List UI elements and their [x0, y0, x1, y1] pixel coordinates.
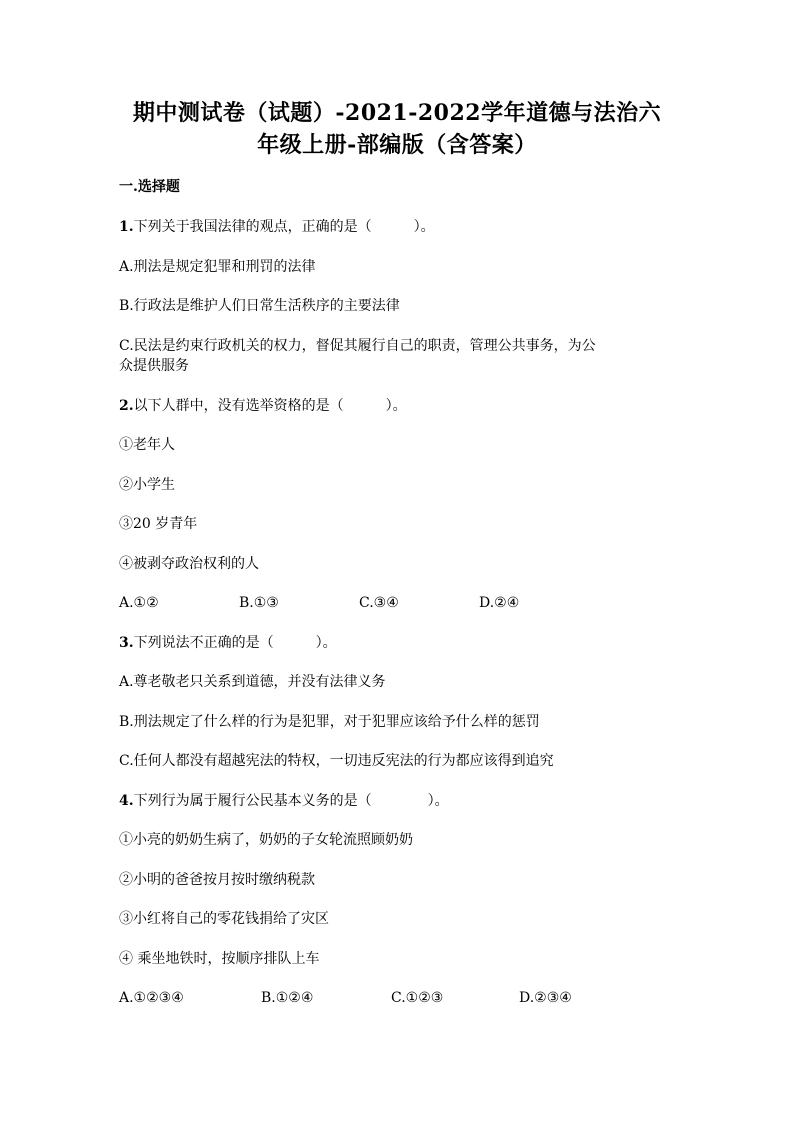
- question-4-choice-c: C.①②③: [391, 990, 444, 1006]
- question-1-option-c-continued: 众提供服务: [119, 358, 189, 374]
- question-2-choice-d: D.②④: [479, 595, 520, 611]
- question-2-choice-c: C.③④: [359, 595, 399, 611]
- question-3-option-c: C.任何人都没有超越宪法的特权，一切违反宪法的行为都应该得到追究: [119, 753, 554, 769]
- question-2-text: 以下人群中，没有选举资格的是（ ）。: [133, 398, 407, 414]
- question-4-choice-a: A.①②③④: [119, 990, 184, 1006]
- section-heading: 一.选择题: [119, 179, 180, 195]
- question-1-option-c: C.民法是约束行政机关的权力，督促其履行自己的职责，管理公共事务，为公: [119, 338, 596, 354]
- question-3-stem: [119, 633, 337, 653]
- question-4-choice-d: D.②③④: [519, 990, 572, 1006]
- question-2-number: 2.: [119, 398, 134, 414]
- question-2-item-2: ②小学生: [119, 477, 175, 493]
- question-3-text: 下列说法不正确的是（ ）。: [133, 635, 337, 651]
- question-2-item-1: ①老年人: [119, 437, 175, 453]
- question-2-choice-a: A.①②: [119, 595, 159, 611]
- question-3-number: 3.: [119, 635, 134, 651]
- question-4-item-1: ①小亮的奶奶生病了，奶奶的子女轮流照顾奶奶: [119, 832, 413, 848]
- question-4-choice-b: B.①②④: [261, 990, 314, 1006]
- question-3-option-a: A.尊老敬老只关系到道德，并没有法律义务: [119, 674, 386, 690]
- question-2-item-3: ③20 岁青年: [119, 516, 198, 532]
- question-4-item-3: ③小红将自己的零花钱捐给了灾区: [119, 911, 329, 927]
- question-3-option-b: B.刑法规定了什么样的行为是犯罪，对于犯罪应该给予什么样的惩罚: [119, 714, 540, 730]
- question-4-stem: [119, 791, 449, 811]
- question-4-item-4: ④ 乘坐地铁时，按顺序排队上车: [119, 951, 320, 967]
- document-title-line-2: 年级上册-部编版（含答案）: [257, 132, 537, 158]
- question-1-text: 下列关于我国法律的观点，正确的是（ ）。: [133, 219, 435, 235]
- question-1-stem: [119, 217, 435, 237]
- question-1-option-a: A.刑法是规定犯罪和刑罚的法律: [119, 259, 316, 275]
- question-1-number: 1.: [119, 219, 134, 235]
- question-4-text: 下列行为属于履行公民基本义务的是（ ）。: [133, 793, 449, 809]
- question-2-item-4: ④被剥夺政治权利的人: [119, 556, 259, 572]
- question-4-number: 4.: [119, 793, 134, 809]
- question-2-stem: [119, 396, 407, 416]
- document-title-line-1: 期中测试卷（试题）-2021-2022学年道德与法治六: [132, 100, 662, 126]
- question-1-option-b: B.行政法是维护人们日常生活秩序的主要法律: [119, 298, 400, 314]
- question-4-item-2: ②小明的爸爸按月按时缴纳税款: [119, 872, 315, 888]
- question-2-choice-b: B.①③: [239, 595, 279, 611]
